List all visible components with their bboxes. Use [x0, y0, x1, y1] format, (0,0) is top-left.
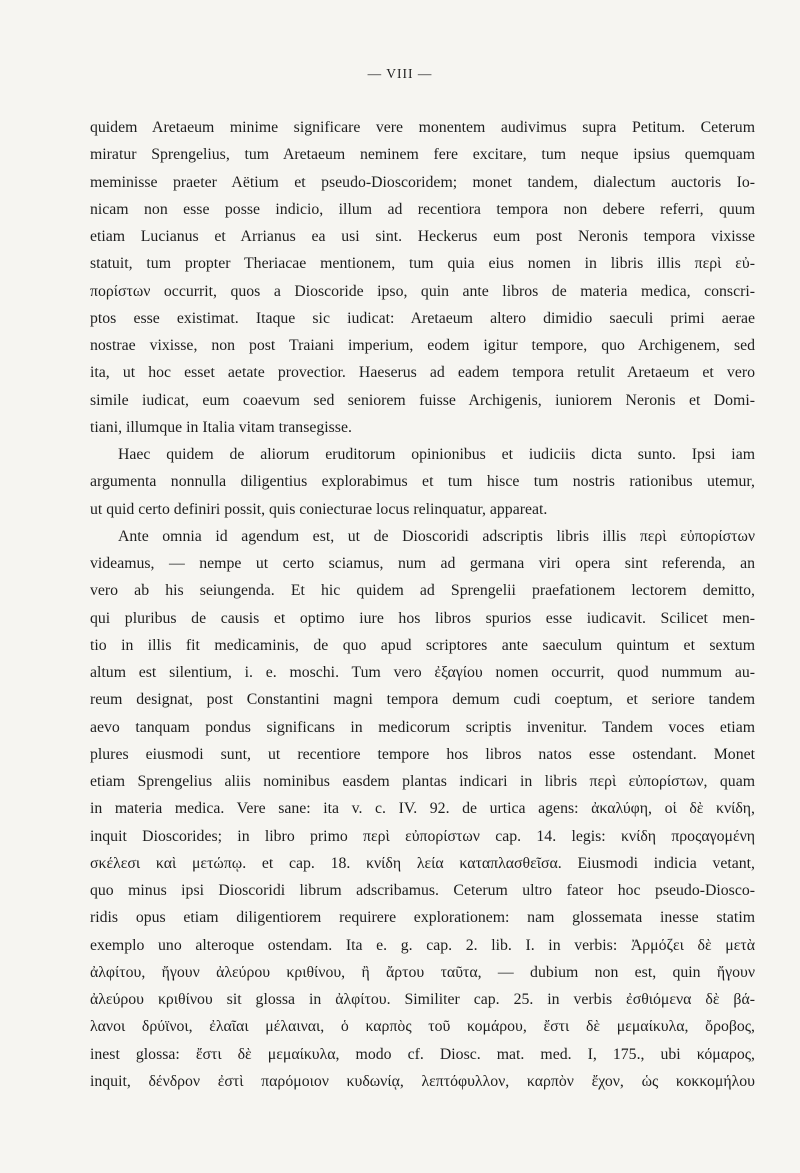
- text-line: quidem Aretaeum minime significare vere monentem audivimus supra Petitum. Ceterum: [90, 119, 755, 136]
- page-number: — VIII —: [367, 66, 433, 81]
- text-line: σκέλεσι καὶ μετώπῳ. et cap. 18. κνίδη λεία καταπλασθεῖσα. Eiusmodi indicia vetant,: [90, 854, 755, 872]
- text-line: ut quid certo definiri possit, quis coniecturae locus relinquatur, appareat.: [90, 500, 548, 518]
- text-line: miratur Sprengelius, tum Aretaeum neminem fere excitare, tum neque ipsius quemquam: [90, 146, 755, 164]
- text-line: tio in illis fit medicaminis, de quo apud scriptores ante saeculum quintum et sextum: [90, 636, 755, 654]
- text-line: statuit, tum propter Theriacae mentionem, tum quia eius nomen in libris illis περὶ εὐ-: [90, 255, 755, 273]
- text-line: aevo tanquam pondus significans in medicorum scriptis invenitur. Tandem voces etiam: [90, 718, 755, 736]
- text-line: ita, ut hoc esset aetate provectior. Haeserus ad eadem tempora retulit Aretaeum et vero: [90, 364, 755, 382]
- text-line: ἀλεύρου κριθίνου sit glossa in ἀλφίτου. Similiter cap. 25. in verbis ἐσθιόμενα δὲ βά-: [90, 991, 755, 1008]
- text-line: videamus, — nempe ut certo sciamus, num ad germana viri opera sint referenda, an: [90, 555, 755, 572]
- text-line: nicam non esse posse indicio, illum ad recentiora tempora non debere referri, quum: [90, 200, 755, 218]
- body-text: [90, 114, 755, 1095]
- text-line: etiam Lucianus et Arrianus ea usi sint. Heckerus eum post Neronis tempora vixisse: [90, 228, 755, 245]
- text-line: λανοι δρύϊνοι, ἐλαῖαι μέλαιναι, ὁ καρπὸς τοῦ κομάρου, ἔστι δὲ μεμαίκυλα, ὄροβος,: [90, 1018, 755, 1036]
- text-line: simile iudicat, eum coaevum sed seniorem fuisse Archigenis, iuniorem Neronis et Domi-: [90, 391, 755, 409]
- text-line: reum designat, post Constantini magni tempora demum cudi coeptum, et seriore tandem: [90, 691, 755, 709]
- text-line: etiam Sprengelius aliis nominibus easdem plantas indicari in libris περὶ εὐπορίστων, quam: [90, 773, 755, 790]
- text-line: ἀλφίτου, ἤγουν ἀλεύρου κριθίνου, ἢ ἄρτου ταῦτα, — dubium non est, quin ἤγουν: [90, 963, 755, 981]
- text-line: in materia medica. Vere sane: ita v. c. IV. 92. de urtica agens: ἀκαλύφη, οἱ δὲ κνίδη,: [90, 800, 755, 818]
- text-line: ptos esse existimat. Itaque sic iudicat: Aretaeum altero dimidio saeculi primi aerae: [90, 309, 755, 327]
- text-line: exemplo uno alteroque ostendam. Ita e. g. cap. 2. lib. I. in verbis: Ἀρμόζει δὲ μετὰ: [90, 936, 755, 954]
- text-line: qui pluribus de causis et optimo iure hos libros spurios esse iudicavit. Scilicet men-: [90, 609, 755, 627]
- text-line: argumenta nonnulla diligentius explorabimus et tum hisce tum nostris rationibus utemur,: [90, 473, 755, 491]
- text-line: quo minus ipsi Dioscoridi librum adscribamus. Ceterum ultro fateor hoc pseudo-Diosco-: [90, 882, 755, 899]
- text-line: πορίστων occurrit, quos a Dioscoride ipso, quin ante libros de materia medica, conscri-: [90, 282, 755, 300]
- text-line: inquit Dioscorides; in libro primo περὶ εὐπορίστων cap. 14. legis: κνίδη προςαγομένη: [90, 827, 755, 845]
- text-line: meminisse praeter Aëtium et pseudo-Dioscoridem; monet tandem, dialectum auctoris Io-: [90, 173, 755, 191]
- text-line: inquit, δένδρον ἐστὶ παρόμοιον κυδωνίᾳ, λεπτόφυλλον, καρπὸν ἔχον, ὡς κοκκομήλου: [90, 1072, 755, 1090]
- text-line: Ante omnia id agendum est, ut de Dioscoridi adscriptis libris illis περὶ εὐπορίστων: [118, 527, 755, 545]
- text-line: vero ab his seiungenda. Et hic quidem ad Sprengelii praefationem lectorem demitto,: [90, 582, 755, 600]
- text-line: nostrae vixisse, non post Traiani imperium, eodem igitur tempore, quo Archigenem, sed: [90, 337, 755, 354]
- text-line: tiani, illumque in Italia vitam transegisse.: [90, 418, 352, 436]
- text-line: ridis opus etiam diligentiorem requirere explorationem: nam glossemata inesse statim: [90, 909, 755, 927]
- text-line: inest glossa: ἔστι δὲ μεμαίκυλα, modo cf. Diosc. mat. med. I, 175., ubi κόμαρος,: [90, 1045, 755, 1063]
- text-line: plures eiusmodi sunt, ut recentiore tempore hos libros natos esse ostendant. Monet: [90, 745, 755, 763]
- text-line: Haec quidem de aliorum eruditorum opinionibus et iudiciis dicta sunto. Ipsi iam: [118, 446, 755, 463]
- text-line: altum est silentium, i. e. moschi. Tum vero ἐξαγίου nomen occurrit, quod nummum au-: [90, 664, 755, 681]
